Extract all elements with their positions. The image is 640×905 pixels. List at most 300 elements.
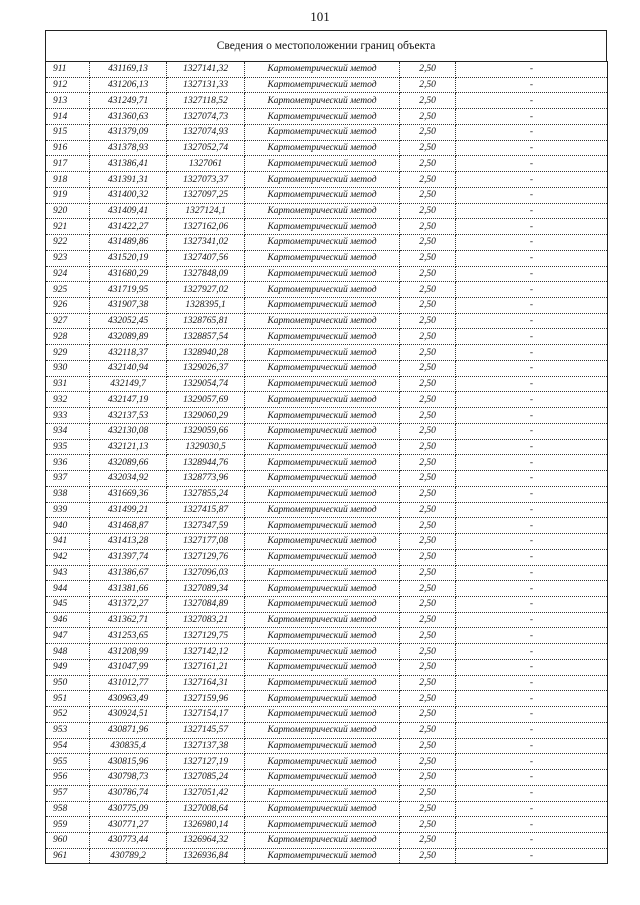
point-number-cell: 954 [46, 738, 90, 754]
description-cell: - [456, 124, 608, 140]
method-cell: Картометрический метод [245, 754, 400, 770]
accuracy-cell: 2,50 [400, 722, 456, 738]
table-row [46, 549, 608, 565]
point-number-cell: 950 [46, 675, 90, 691]
x-coordinate-cell: 432118,37 [90, 345, 167, 361]
page-number: 101 [310, 9, 330, 24]
method-cell: Картометрический метод [245, 140, 400, 156]
point-number-cell: 944 [46, 581, 90, 597]
table-row [46, 518, 608, 534]
point-number-cell: 955 [46, 754, 90, 770]
accuracy-cell: 2,50 [400, 612, 456, 628]
method-cell: Картометрический метод [245, 439, 400, 455]
table-row [46, 109, 608, 125]
x-coordinate-cell: 431499,21 [90, 502, 167, 518]
point-number-cell: 948 [46, 644, 90, 660]
table-row [46, 423, 608, 439]
y-coordinate-cell: 1327061 [167, 156, 245, 172]
point-number-cell: 960 [46, 832, 90, 848]
point-number-cell: 919 [46, 187, 90, 203]
description-cell: - [456, 77, 608, 93]
method-cell: Картометрический метод [245, 124, 400, 140]
point-number-cell: 916 [46, 140, 90, 156]
method-cell: Картометрический метод [245, 549, 400, 565]
accuracy-cell: 2,50 [400, 203, 456, 219]
point-number-cell: 951 [46, 691, 90, 707]
method-cell: Картометрический метод [245, 770, 400, 786]
method-cell: Картометрический метод [245, 722, 400, 738]
x-coordinate-cell: 431669,36 [90, 486, 167, 502]
method-cell: Картометрический метод [245, 675, 400, 691]
y-coordinate-cell: 1329059,66 [167, 423, 245, 439]
description-cell: - [456, 848, 608, 864]
point-number-cell: 938 [46, 486, 90, 502]
table-row [46, 266, 608, 282]
x-coordinate-cell: 431409,41 [90, 203, 167, 219]
table-row [46, 596, 608, 612]
x-coordinate-cell: 431379,09 [90, 124, 167, 140]
description-cell: - [456, 62, 608, 78]
method-cell: Картометрический метод [245, 565, 400, 581]
table-row [46, 565, 608, 581]
y-coordinate-cell: 1327124,1 [167, 203, 245, 219]
method-cell: Картометрический метод [245, 109, 400, 125]
point-number-cell: 942 [46, 549, 90, 565]
method-cell: Картометрический метод [245, 187, 400, 203]
y-coordinate-cell: 1327141,32 [167, 62, 245, 78]
x-coordinate-cell: 431719,95 [90, 282, 167, 298]
method-cell: Картометрический метод [245, 707, 400, 723]
description-cell: - [456, 235, 608, 251]
description-cell: - [456, 266, 608, 282]
table-row [46, 345, 608, 361]
accuracy-cell: 2,50 [400, 376, 456, 392]
description-cell: - [456, 801, 608, 817]
table-row [46, 675, 608, 691]
accuracy-cell: 2,50 [400, 644, 456, 660]
description-cell: - [456, 596, 608, 612]
coordinates-table-container [45, 30, 607, 864]
y-coordinate-cell: 1327177,08 [167, 534, 245, 550]
accuracy-cell: 2,50 [400, 345, 456, 361]
table-row [46, 754, 608, 770]
description-cell: - [456, 675, 608, 691]
x-coordinate-cell: 430924,51 [90, 707, 167, 723]
method-cell: Картометрический метод [245, 235, 400, 251]
point-number-cell: 939 [46, 502, 90, 518]
accuracy-cell: 2,50 [400, 486, 456, 502]
method-cell: Картометрический метод [245, 455, 400, 471]
table-row [46, 581, 608, 597]
point-number-cell: 914 [46, 109, 90, 125]
y-coordinate-cell: 1326936,84 [167, 848, 245, 864]
description-cell: - [456, 770, 608, 786]
coordinates-table-body [46, 62, 608, 864]
accuracy-cell: 2,50 [400, 455, 456, 471]
table-row [46, 62, 608, 78]
accuracy-cell: 2,50 [400, 848, 456, 864]
description-cell: - [456, 612, 608, 628]
y-coordinate-cell: 1327162,06 [167, 219, 245, 235]
accuracy-cell: 2,50 [400, 360, 456, 376]
description-cell: - [456, 140, 608, 156]
accuracy-cell: 2,50 [400, 534, 456, 550]
accuracy-cell: 2,50 [400, 187, 456, 203]
table-row [46, 832, 608, 848]
point-number-cell: 945 [46, 596, 90, 612]
accuracy-cell: 2,50 [400, 691, 456, 707]
description-cell: - [456, 172, 608, 188]
y-coordinate-cell: 1327164,31 [167, 675, 245, 691]
description-cell: - [456, 785, 608, 801]
method-cell: Картометрический метод [245, 738, 400, 754]
method-cell: Картометрический метод [245, 518, 400, 534]
y-coordinate-cell: 1327131,33 [167, 77, 245, 93]
point-number-cell: 941 [46, 534, 90, 550]
table-row [46, 612, 608, 628]
description-cell: - [456, 486, 608, 502]
x-coordinate-cell: 431680,29 [90, 266, 167, 282]
x-coordinate-cell: 432121,13 [90, 439, 167, 455]
x-coordinate-cell: 432089,66 [90, 455, 167, 471]
y-coordinate-cell: 1327415,87 [167, 502, 245, 518]
point-number-cell: 928 [46, 329, 90, 345]
point-number-cell: 911 [46, 62, 90, 78]
table-row [46, 770, 608, 786]
table-row [46, 93, 608, 109]
section-title: Сведения о местоположении границ объекта [45, 30, 607, 61]
x-coordinate-cell: 432140,94 [90, 360, 167, 376]
description-cell: - [456, 282, 608, 298]
description-cell: - [456, 518, 608, 534]
method-cell: Картометрический метод [245, 172, 400, 188]
table-row [46, 628, 608, 644]
y-coordinate-cell: 1327159,96 [167, 691, 245, 707]
method-cell: Картометрический метод [245, 785, 400, 801]
table-row [46, 691, 608, 707]
table-row [46, 77, 608, 93]
description-cell: - [456, 156, 608, 172]
y-coordinate-cell: 1329054,74 [167, 376, 245, 392]
y-coordinate-cell: 1329057,69 [167, 392, 245, 408]
method-cell: Картометрический метод [245, 801, 400, 817]
method-cell: Картометрический метод [245, 644, 400, 660]
description-cell: - [456, 659, 608, 675]
accuracy-cell: 2,50 [400, 282, 456, 298]
method-cell: Картометрический метод [245, 360, 400, 376]
point-number-cell: 913 [46, 93, 90, 109]
method-cell: Картометрический метод [245, 93, 400, 109]
table-row [46, 817, 608, 833]
y-coordinate-cell: 1327083,21 [167, 612, 245, 628]
table-row [46, 187, 608, 203]
method-cell: Картометрический метод [245, 329, 400, 345]
accuracy-cell: 2,50 [400, 770, 456, 786]
description-cell: - [456, 565, 608, 581]
x-coordinate-cell: 430771,27 [90, 817, 167, 833]
description-cell: - [456, 754, 608, 770]
accuracy-cell: 2,50 [400, 502, 456, 518]
description-cell: - [456, 581, 608, 597]
x-coordinate-cell: 431907,38 [90, 298, 167, 314]
method-cell: Картометрический метод [245, 298, 400, 314]
point-number-cell: 953 [46, 722, 90, 738]
description-cell: - [456, 203, 608, 219]
accuracy-cell: 2,50 [400, 329, 456, 345]
x-coordinate-cell: 431360,63 [90, 109, 167, 125]
y-coordinate-cell: 1328940,28 [167, 345, 245, 361]
y-coordinate-cell: 1327341,02 [167, 235, 245, 251]
y-coordinate-cell: 1327074,93 [167, 124, 245, 140]
method-cell: Картометрический метод [245, 392, 400, 408]
description-cell: - [456, 832, 608, 848]
method-cell: Картометрический метод [245, 628, 400, 644]
accuracy-cell: 2,50 [400, 219, 456, 235]
point-number-cell: 927 [46, 313, 90, 329]
method-cell: Картометрический метод [245, 486, 400, 502]
description-cell: - [456, 423, 608, 439]
accuracy-cell: 2,50 [400, 93, 456, 109]
y-coordinate-cell: 1327008,64 [167, 801, 245, 817]
y-coordinate-cell: 1328395,1 [167, 298, 245, 314]
x-coordinate-cell: 430789,2 [90, 848, 167, 864]
x-coordinate-cell: 431378,93 [90, 140, 167, 156]
method-cell: Картометрический метод [245, 832, 400, 848]
y-coordinate-cell: 1327848,09 [167, 266, 245, 282]
description-cell: - [456, 313, 608, 329]
x-coordinate-cell: 430871,96 [90, 722, 167, 738]
description-cell: - [456, 534, 608, 550]
x-coordinate-cell: 432147,19 [90, 392, 167, 408]
x-coordinate-cell: 431391,31 [90, 172, 167, 188]
point-number-cell: 959 [46, 817, 90, 833]
table-row [46, 502, 608, 518]
method-cell: Картометрический метод [245, 219, 400, 235]
point-number-cell: 956 [46, 770, 90, 786]
accuracy-cell: 2,50 [400, 581, 456, 597]
y-coordinate-cell: 1329060,29 [167, 408, 245, 424]
table-row [46, 848, 608, 864]
table-row [46, 124, 608, 140]
table-row [46, 376, 608, 392]
table-row [46, 392, 608, 408]
table-row [46, 659, 608, 675]
accuracy-cell: 2,50 [400, 235, 456, 251]
y-coordinate-cell: 1329026,37 [167, 360, 245, 376]
description-cell: - [456, 250, 608, 266]
accuracy-cell: 2,50 [400, 549, 456, 565]
point-number-cell: 915 [46, 124, 90, 140]
y-coordinate-cell: 1327129,75 [167, 628, 245, 644]
point-number-cell: 961 [46, 848, 90, 864]
accuracy-cell: 2,50 [400, 250, 456, 266]
method-cell: Картометрический метод [245, 408, 400, 424]
point-number-cell: 929 [46, 345, 90, 361]
x-coordinate-cell: 432149,7 [90, 376, 167, 392]
method-cell: Картометрический метод [245, 817, 400, 833]
method-cell: Картометрический метод [245, 250, 400, 266]
table-row [46, 172, 608, 188]
x-coordinate-cell: 432034,92 [90, 471, 167, 487]
description-cell: - [456, 439, 608, 455]
point-number-cell: 934 [46, 423, 90, 439]
x-coordinate-cell: 430786,74 [90, 785, 167, 801]
accuracy-cell: 2,50 [400, 423, 456, 439]
description-cell: - [456, 298, 608, 314]
point-number-cell: 958 [46, 801, 90, 817]
x-coordinate-cell: 431249,71 [90, 93, 167, 109]
method-cell: Картометрический метод [245, 502, 400, 518]
accuracy-cell: 2,50 [400, 754, 456, 770]
table-row [46, 140, 608, 156]
method-cell: Картометрический метод [245, 581, 400, 597]
y-coordinate-cell: 1326980,14 [167, 817, 245, 833]
accuracy-cell: 2,50 [400, 565, 456, 581]
method-cell: Картометрический метод [245, 596, 400, 612]
point-number-cell: 943 [46, 565, 90, 581]
table-row [46, 644, 608, 660]
point-number-cell: 946 [46, 612, 90, 628]
x-coordinate-cell: 431468,87 [90, 518, 167, 534]
x-coordinate-cell: 431206,13 [90, 77, 167, 93]
table-row [46, 707, 608, 723]
method-cell: Картометрический метод [245, 62, 400, 78]
x-coordinate-cell: 430773,44 [90, 832, 167, 848]
accuracy-cell: 2,50 [400, 832, 456, 848]
description-cell: - [456, 360, 608, 376]
point-number-cell: 931 [46, 376, 90, 392]
description-cell: - [456, 722, 608, 738]
y-coordinate-cell: 1327085,24 [167, 770, 245, 786]
accuracy-cell: 2,50 [400, 140, 456, 156]
table-row [46, 219, 608, 235]
y-coordinate-cell: 1327127,19 [167, 754, 245, 770]
table-row [46, 439, 608, 455]
x-coordinate-cell: 431400,32 [90, 187, 167, 203]
point-number-cell: 940 [46, 518, 90, 534]
method-cell: Картометрический метод [245, 77, 400, 93]
x-coordinate-cell: 430815,96 [90, 754, 167, 770]
description-cell: - [456, 408, 608, 424]
x-coordinate-cell: 431386,67 [90, 565, 167, 581]
x-coordinate-cell: 432089,89 [90, 329, 167, 345]
description-cell: - [456, 644, 608, 660]
table-row [46, 235, 608, 251]
point-number-cell: 920 [46, 203, 90, 219]
y-coordinate-cell: 1327051,42 [167, 785, 245, 801]
x-coordinate-cell: 432130,08 [90, 423, 167, 439]
table-row [46, 360, 608, 376]
accuracy-cell: 2,50 [400, 298, 456, 314]
point-number-cell: 936 [46, 455, 90, 471]
accuracy-cell: 2,50 [400, 675, 456, 691]
y-coordinate-cell: 1327084,89 [167, 596, 245, 612]
accuracy-cell: 2,50 [400, 659, 456, 675]
point-number-cell: 952 [46, 707, 90, 723]
x-coordinate-cell: 431012,77 [90, 675, 167, 691]
table-row [46, 203, 608, 219]
description-cell: - [456, 219, 608, 235]
y-coordinate-cell: 1328944,76 [167, 455, 245, 471]
table-row [46, 313, 608, 329]
description-cell: - [456, 93, 608, 109]
x-coordinate-cell: 431169,13 [90, 62, 167, 78]
table-row [46, 329, 608, 345]
accuracy-cell: 2,50 [400, 109, 456, 125]
x-coordinate-cell: 431413,28 [90, 534, 167, 550]
method-cell: Картометрический метод [245, 423, 400, 439]
table-row [46, 534, 608, 550]
y-coordinate-cell: 1329030,5 [167, 439, 245, 455]
accuracy-cell: 2,50 [400, 471, 456, 487]
table-row [46, 282, 608, 298]
accuracy-cell: 2,50 [400, 313, 456, 329]
table-row [46, 250, 608, 266]
point-number-cell: 925 [46, 282, 90, 298]
description-cell: - [456, 471, 608, 487]
method-cell: Картометрический метод [245, 282, 400, 298]
x-coordinate-cell: 431489,86 [90, 235, 167, 251]
point-number-cell: 912 [46, 77, 90, 93]
point-number-cell: 930 [46, 360, 90, 376]
description-cell: - [456, 738, 608, 754]
y-coordinate-cell: 1327096,03 [167, 565, 245, 581]
accuracy-cell: 2,50 [400, 439, 456, 455]
description-cell: - [456, 392, 608, 408]
method-cell: Картометрический метод [245, 203, 400, 219]
y-coordinate-cell: 1327129,76 [167, 549, 245, 565]
description-cell: - [456, 329, 608, 345]
y-coordinate-cell: 1326964,32 [167, 832, 245, 848]
y-coordinate-cell: 1327052,74 [167, 140, 245, 156]
y-coordinate-cell: 1327137,38 [167, 738, 245, 754]
x-coordinate-cell: 430798,73 [90, 770, 167, 786]
point-number-cell: 924 [46, 266, 90, 282]
y-coordinate-cell: 1327118,52 [167, 93, 245, 109]
x-coordinate-cell: 431362,71 [90, 612, 167, 628]
method-cell: Картометрический метод [245, 612, 400, 628]
x-coordinate-cell: 431397,74 [90, 549, 167, 565]
y-coordinate-cell: 1327145,57 [167, 722, 245, 738]
point-number-cell: 932 [46, 392, 90, 408]
point-number-cell: 935 [46, 439, 90, 455]
point-number-cell: 921 [46, 219, 90, 235]
y-coordinate-cell: 1328773,96 [167, 471, 245, 487]
y-coordinate-cell: 1328765,81 [167, 313, 245, 329]
x-coordinate-cell: 431372,27 [90, 596, 167, 612]
description-cell: - [456, 707, 608, 723]
table-row [46, 738, 608, 754]
x-coordinate-cell: 431422,27 [90, 219, 167, 235]
point-number-cell: 926 [46, 298, 90, 314]
description-cell: - [456, 455, 608, 471]
method-cell: Картометрический метод [245, 345, 400, 361]
accuracy-cell: 2,50 [400, 817, 456, 833]
accuracy-cell: 2,50 [400, 628, 456, 644]
method-cell: Картометрический метод [245, 534, 400, 550]
x-coordinate-cell: 430963,49 [90, 691, 167, 707]
method-cell: Картометрический метод [245, 156, 400, 172]
description-cell: - [456, 691, 608, 707]
y-coordinate-cell: 1327407,56 [167, 250, 245, 266]
table-row [46, 408, 608, 424]
table-row [46, 785, 608, 801]
method-cell: Картометрический метод [245, 471, 400, 487]
y-coordinate-cell: 1327927,02 [167, 282, 245, 298]
accuracy-cell: 2,50 [400, 266, 456, 282]
description-cell: - [456, 549, 608, 565]
x-coordinate-cell: 431386,41 [90, 156, 167, 172]
